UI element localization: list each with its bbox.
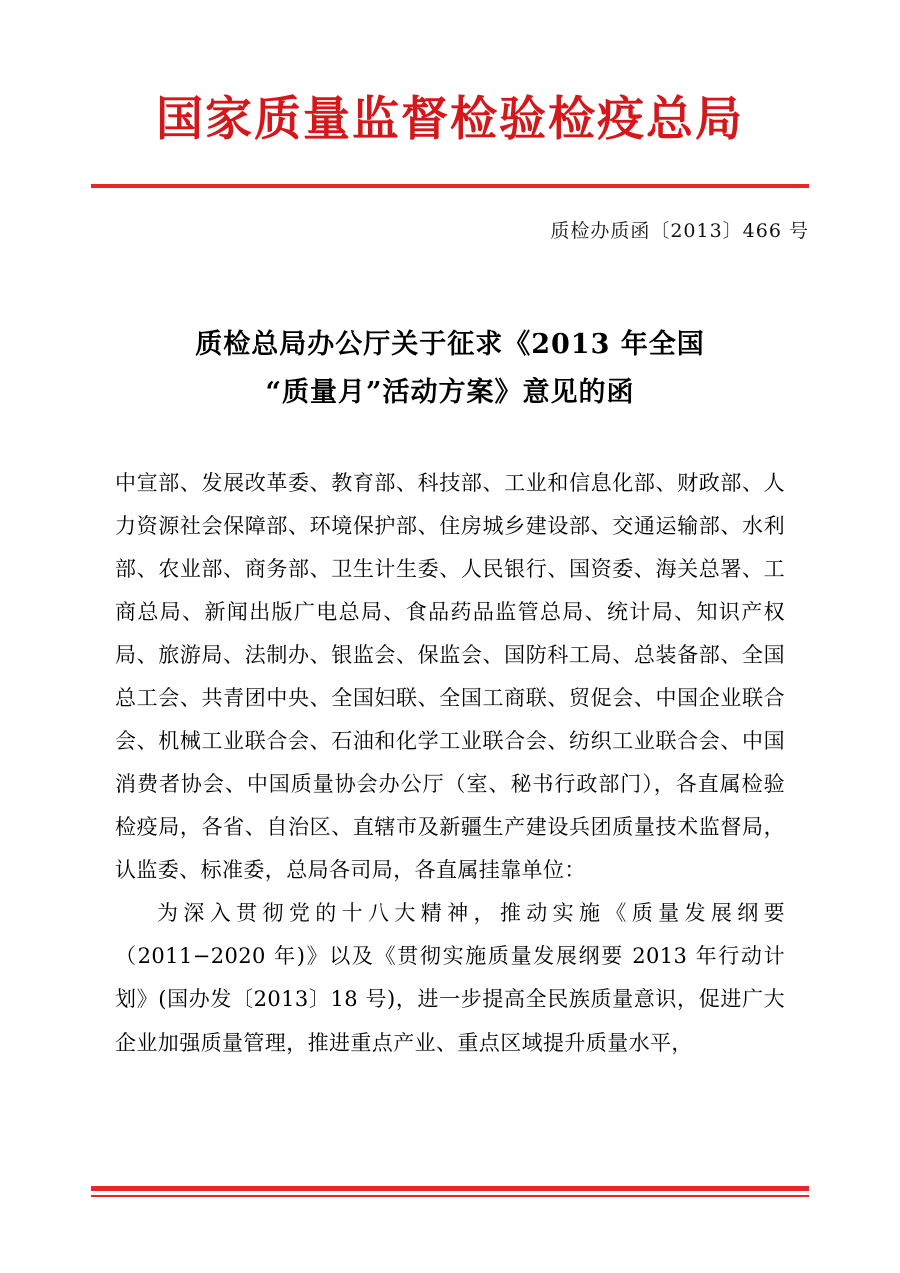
document-body xyxy=(115,462,785,1065)
header-red-rule xyxy=(91,184,809,188)
masthead xyxy=(0,0,900,148)
document-number: 质检办质函〔2013〕466 号 xyxy=(550,220,809,243)
document-number-row xyxy=(91,216,809,243)
masthead-title: 国家质量监督检验检疫总局 xyxy=(156,92,744,147)
document-title xyxy=(130,321,770,416)
footer-rule-thin xyxy=(91,1195,809,1197)
document-title-line-1: 质检总局办公厅关于征求《2013 年全国 xyxy=(195,329,705,361)
recipients-paragraph: 中宣部、发展改革委、教育部、科技部、工业和信息化部、财政部、人力资源社会保障部、环境保护部、住房城乡建设部、交通运输部、水利部、农业部、商务部、卫生计生委、人民银行、国资委、海关总署、工商总局、新闻出版广电总局、食品药品监管总局、统计局、知识产权局、旅游局、法制办、银监会、保监会、国防科工局、总装备部、全国总工会、共青团中央、全国妇联、全国工商联、贸促会、中国企业联合会、机械工业联合会、石油和化学工业联合会、纺织工业联合会、中国消费者协会、中国质量协会办公厅（室、秘书行政部门），各直属检验检疫局，各省、自治区、直辖市及新疆生产建设兵团质量技术监督局，认监委、标准委，总局各司局，各直属挂靠单位： xyxy=(115,470,785,883)
footer-red-rules xyxy=(91,1186,809,1197)
footer-rule-thick xyxy=(91,1186,809,1191)
document-title-line-2: “质量月”活动方案》意见的函 xyxy=(265,376,635,408)
body-paragraph-1: 为深入贯彻党的十八大精神，推动实施《质量发展纲要（2011−2020 年)》以及《贯彻实施质量发展纲要 2013 年行动计划》(国办发〔2013〕18 号)，进一步提高全民族质量意识，促进广大企业加强质量管理，推进重点产业、重点区域提升质量水平， xyxy=(115,901,785,1055)
